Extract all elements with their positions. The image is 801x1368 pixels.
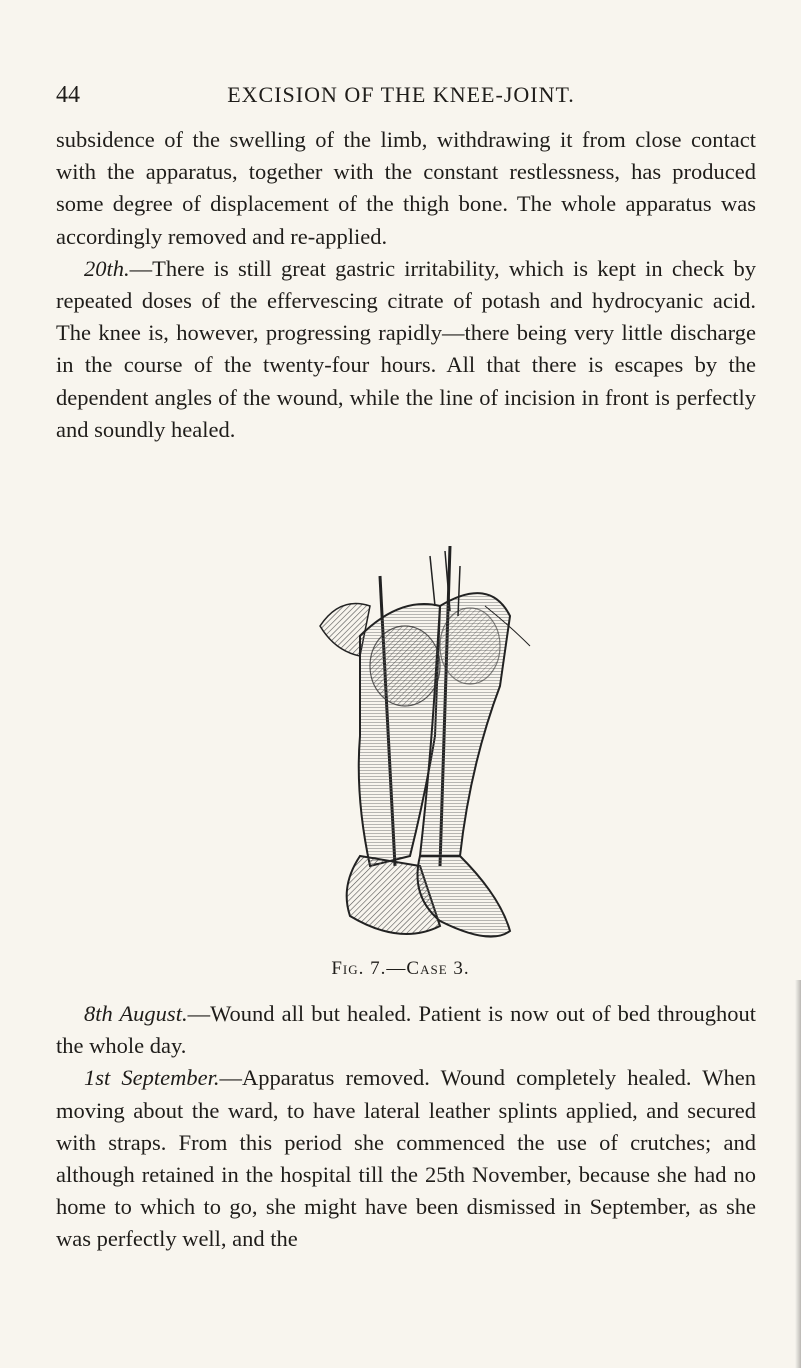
entry-text: —Apparatus removed. Wound completely healed. When moving about the ward, to have lateral leather splints applied, and secured with straps. From this period she commenced the use of crutches; and although retained in the hospital till the 25th November, because she had no home to which to go, she might have been dismissed in September, as she was perfectly well, and the [56, 1065, 756, 1252]
figure-caption [0, 958, 801, 980]
paragraph-20th [56, 253, 756, 446]
entry-date: 8th August. [84, 1001, 188, 1026]
paragraph-continued: subsidence of the swelling of the limb, withdrawing it from close contact with the apparatus, together with the constant restlessness, has produced some degree of displacement of the thigh bone. The whole apparatus was accordingly removed and re-applied. [56, 127, 756, 249]
page-number: 44 [56, 82, 80, 108]
page-edge-shadow [795, 980, 801, 1368]
knee-illustration [300, 536, 560, 956]
entry-date: 20th. [84, 255, 130, 281]
caption-fig: Fig. 7. [331, 958, 387, 979]
entry-text: —Wound all but healed. Patient is now out of bed throughout the whole day. [56, 1001, 756, 1059]
text-block-bottom [56, 998, 756, 1256]
paragraph-1st-september [56, 1062, 756, 1255]
paragraph-8th-august [56, 998, 756, 1062]
caption-case: —Case 3. [386, 958, 470, 979]
entry-text: —There is still great gastric irritability, which is kept in check by repeated doses of the effervescing citrate of potash and hydrocyanic acid. The knee is, however, progressing rapidly—there being very little discharge in the course of the twenty-four hours. All that there is escapes by the dependent angles of the wound, while the line of incision in front is perfectly and soundly healed. [56, 255, 756, 442]
running-head: EXCISION OF THE KNEE-JOINT. [227, 82, 575, 107]
entry-date: 1st September. [84, 1065, 220, 1091]
page-header [56, 82, 746, 112]
text-block-top [56, 124, 756, 446]
